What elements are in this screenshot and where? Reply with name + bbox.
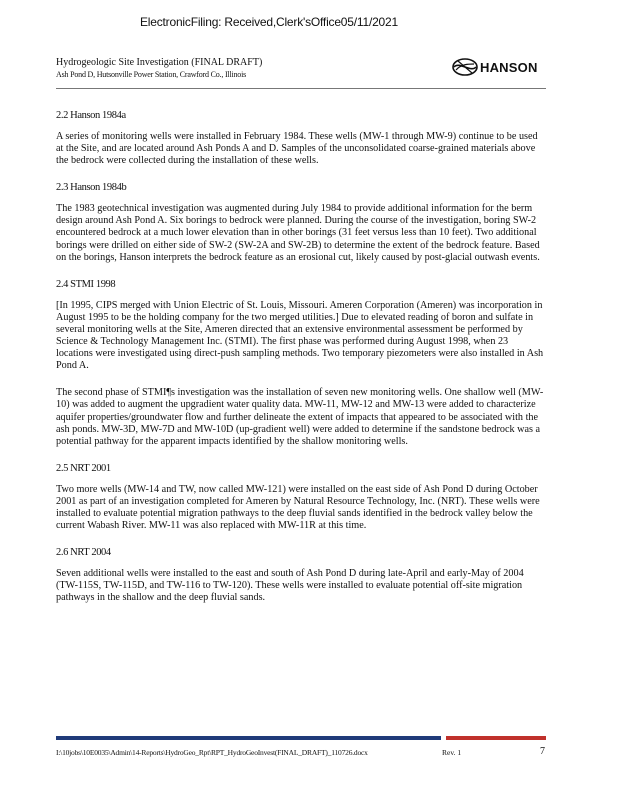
hanson-logo bbox=[452, 58, 538, 76]
section-paragraph: Seven additional wells were installed to the east and south of Ash Pond D during late-April and early-May of 2004 (TW-115S, TW-115D, and TW-116 to TW-120). These wells were installed to evaluate potential off-site migration pathways in the shallow and the deep fluvial sands. bbox=[56, 568, 524, 604]
section-paragraph: The 1983 geotechnical investigation was augmented during July 1984 to provide additional information for the berm design around Ash Pond A. Six borings to bedrock were planned. During the course of the investigation, boring SW-2 encountered bedrock at a much lower elevation than in other borings (31 feet versus less than 10 feet). Two additional borings were drilled on either side of SW-2 (SW-2A and SW-2B) to determine the extent of the bedrock feature. Based on the borings, Hanson interprets the bedrock feature as an erosional cut, likely caused by post-glacial outwash events. bbox=[56, 203, 540, 263]
footer-file-path: I:\10jobs\10E0035\Admin\14-Reports\HydroGeo_Rpt\RPT_HydroGeoInvest(FINAL_DRAFT)_110726.docx bbox=[56, 748, 368, 757]
section-heading: 2.5 NRT 2001 bbox=[56, 462, 111, 474]
filing-stamp: ElectronicFiling: Received,Clerk'sOffice05/11/2021 bbox=[140, 15, 398, 29]
page-number: 7 bbox=[540, 746, 545, 757]
hanson-globe-icon bbox=[452, 58, 478, 76]
footer-color-bar bbox=[56, 736, 546, 740]
section-paragraph: [In 1995, CIPS merged with Union Electric of St. Louis, Missouri. Ameren Corporation (Ameren) was incorporation in August 1995 to be the holding company for the two merged utilities.] Due to elevated reading of boron and sulfate in several monitoring wells at the Site, Ameren directed that an extensive environmental assessment be performed by Science & Technology Management Inc. (STMI). The first phase was performed during August 1998, when 23 locations were investigated using direct-push sampling methods. Two temporary piezometers were also installed in Ash Pond A. bbox=[56, 299, 544, 372]
footer-revision: Rev. 1 bbox=[442, 748, 462, 757]
section-paragraph: A series of monitoring wells were installed in February 1984. These wells (MW-1 through MW-9) continue to be used at the Site, and are located around Ash Ponds A and D. Samples of the unconsolidated coarse-grained materials above the bedrock were collected during the installation of these wells. bbox=[56, 131, 538, 167]
section-heading: 2.4 STMI 1998 bbox=[56, 278, 116, 290]
section-heading: 2.3 Hanson 1984b bbox=[56, 182, 127, 194]
document-body bbox=[56, 110, 546, 619]
document-title: Hydrogeologic Site Investigation (FINAL DRAFT) bbox=[56, 57, 263, 68]
section-paragraph: Two more wells (MW-14 and TW, now called MW-121) were installed on the east side of Ash Pond D during October 2001 as part of an investigation completed for Ameren by Natural Resource Technology, Inc. (NRT). These wells were installed to evaluate potential migration pathways to the deep fluvial sands identified in the bedrock valley below the current Wabash River. MW-11 was also replaced with MW-11R at this time. bbox=[56, 483, 540, 532]
section-heading: 2.6 NRT 2004 bbox=[56, 547, 111, 559]
section-heading: 2.2 Hanson 1984a bbox=[56, 110, 126, 121]
header-divider bbox=[56, 88, 546, 89]
logo-text: HANSON bbox=[480, 59, 538, 75]
section-paragraph: The second phase of STMI¶s investigation was the installation of seven new monitoring wells. One shallow well (MW-10) was added to augment the upgradient water quality data. MW-11, MW-12 and MW-13 were added to characterize aquifer properties/groundwater flow and further delineate the extent of impacts that appeared to be associated with the ash ponds. MW-3D, MW-7D and MW-10D (up-gradient well) were added to determine if the sandstone bedrock was a potential pathway for the apparent impacts identified by the shallow monitoring wells. bbox=[56, 387, 544, 447]
document-subtitle: Ash Pond D, Hutsonville Power Station, Crawford Co., Illinois bbox=[56, 70, 247, 79]
